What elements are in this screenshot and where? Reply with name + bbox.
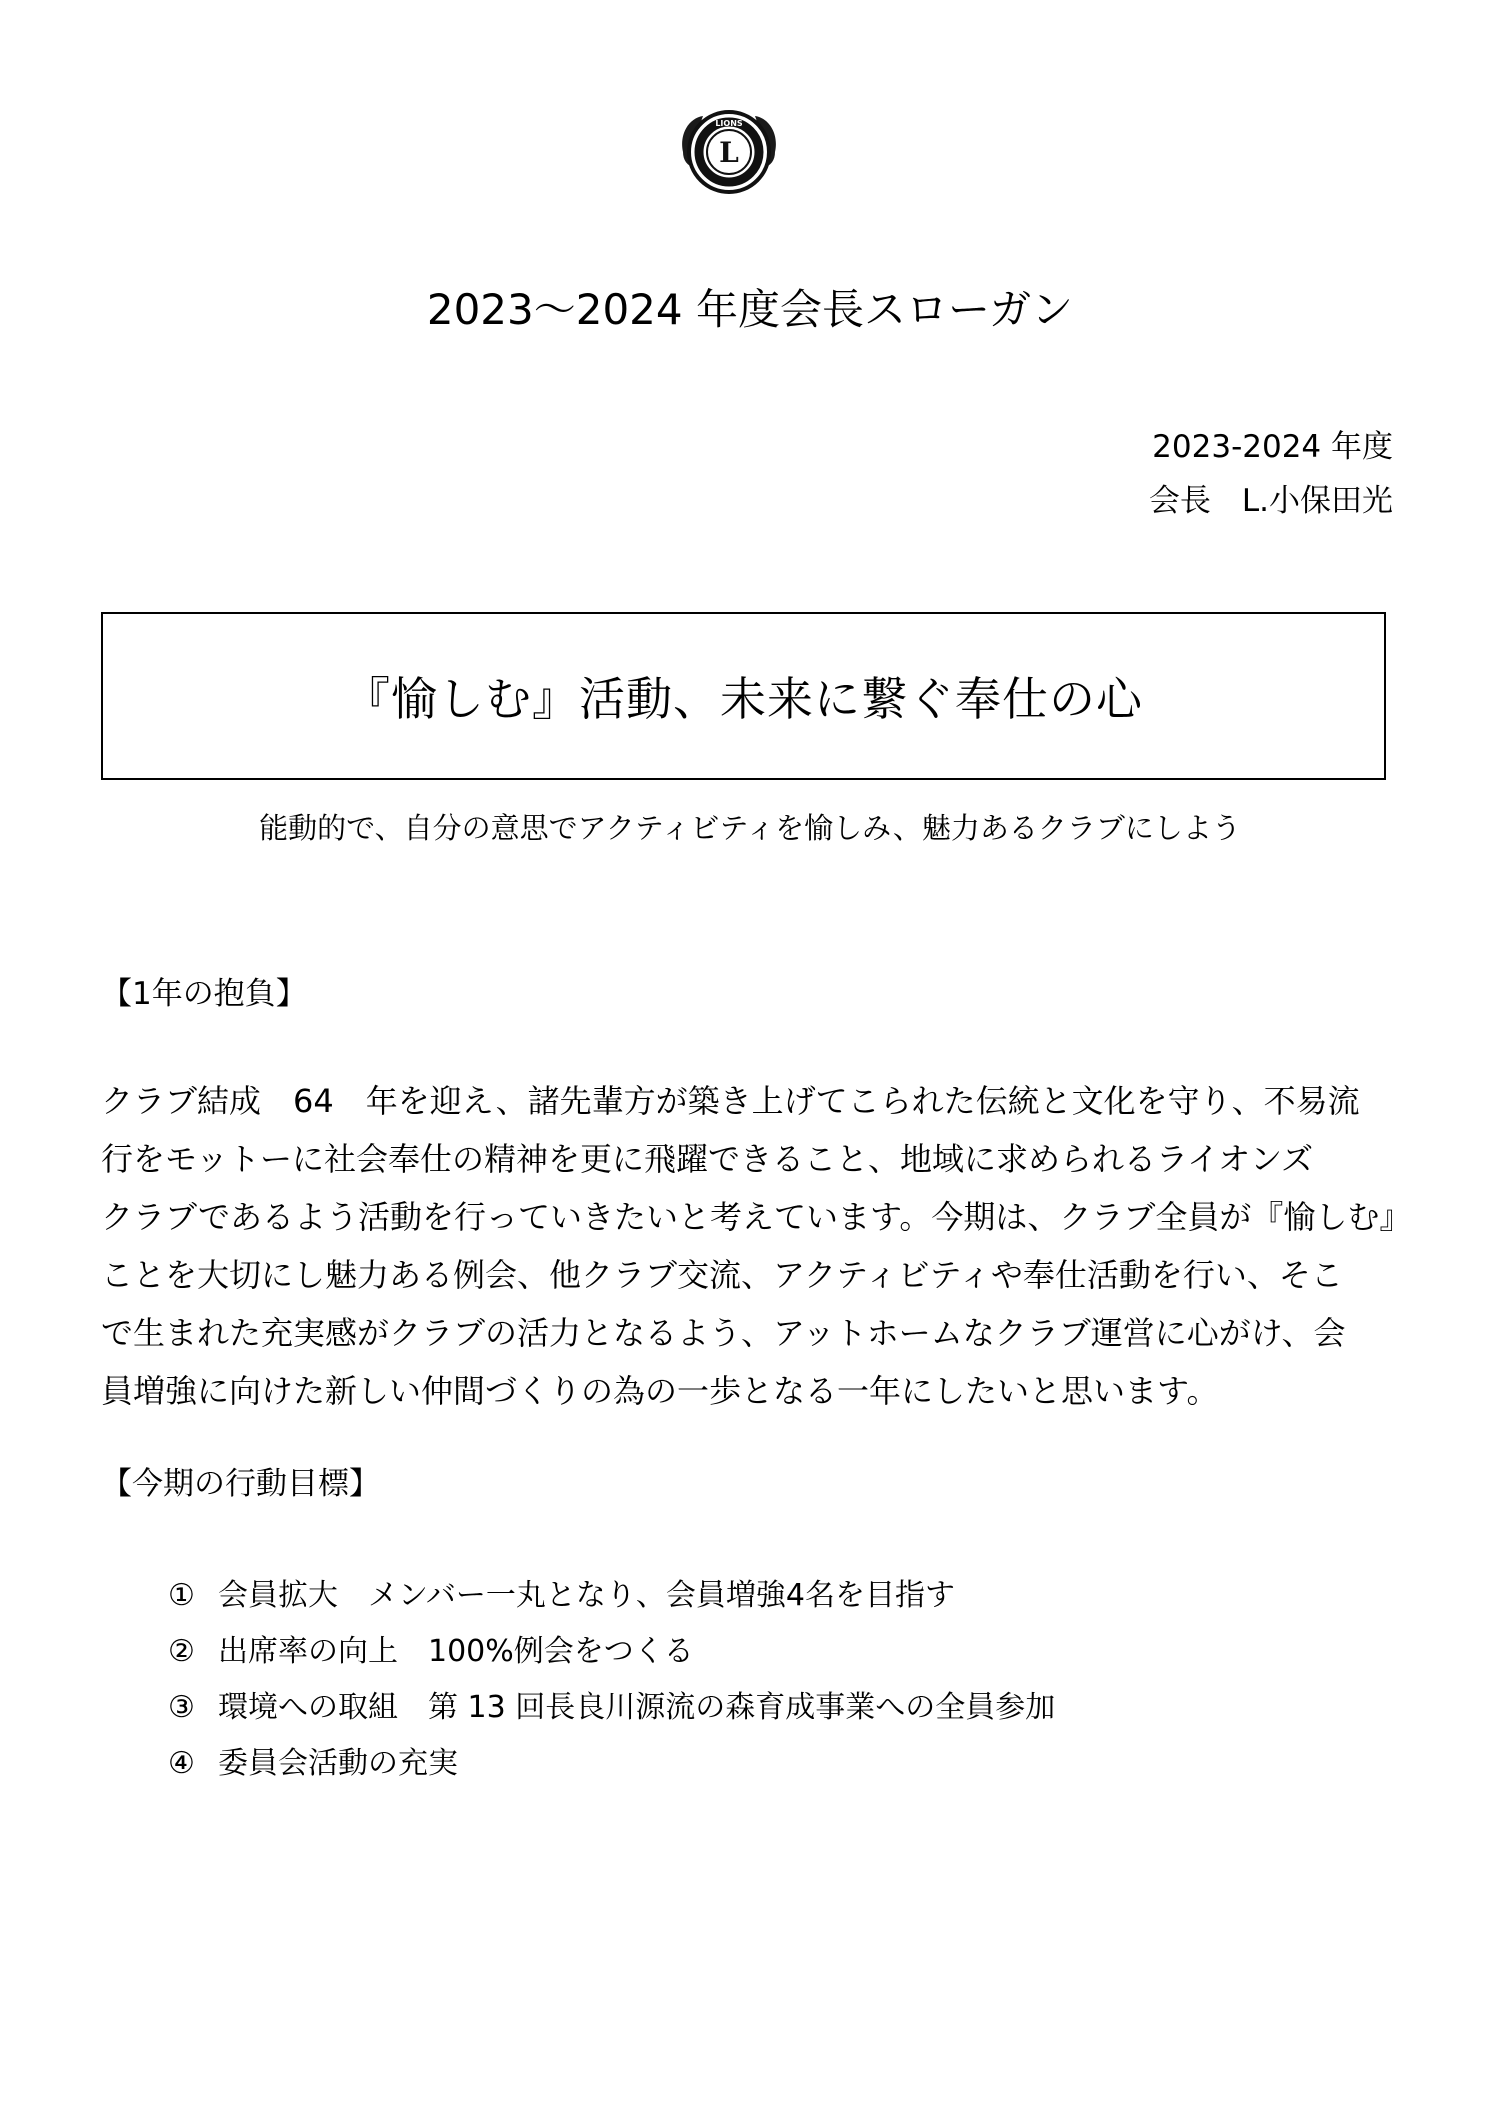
paragraph-line: 行をモットーに社会奉仕の精神を更に飛躍できること、地域に求められるライオンズ: [101, 1140, 1314, 1178]
paragraph-line: クラブであるよう活動を行っていきたいと考えています。今期は、クラブ全員が『愉しむ』: [101, 1198, 1412, 1236]
goals-list: [168, 1568, 1055, 1792]
goal-item: [168, 1680, 1055, 1736]
goals-heading: 【今期の行動目標】: [101, 1466, 380, 1502]
slogan-text: 『愉しむ』活動、未来に繋ぐ奉仕の心: [344, 672, 1143, 726]
attribution-block: [1149, 420, 1393, 528]
goal-text: 会員拡大 メンバー一丸となり、会員増強4名を目指す: [218, 1578, 955, 1613]
term-label: 2023-2024 年度: [1152, 429, 1393, 465]
slogan-subtitle: 能動的で、自分の意思でアクティビティを愉しみ、魅力あるクラブにしよう: [259, 811, 1241, 845]
slogan-box: [101, 612, 1386, 780]
president-name: 会長 L.小保田光: [1148, 483, 1393, 519]
paragraph-line: クラブ結成 64 年を迎え、諸先輩方が築き上げてこられた伝統と文化を守り、不易流: [101, 1082, 1360, 1120]
goal-item: [168, 1568, 1055, 1624]
goal-text: 環境への取組 第 13 回長良川源流の森育成事業への全員参加: [218, 1690, 1056, 1725]
paragraph-line: 員増強に向けた新しい仲間づくりの為の一歩となる一年にしたいと思います。: [101, 1372, 1219, 1410]
goal-text: 委員会活動の充実: [218, 1746, 458, 1781]
goal-number: ②: [168, 1634, 195, 1669]
goal-item: [168, 1624, 1055, 1680]
goal-number: ③: [168, 1690, 195, 1725]
paragraph-line: で生まれた充実感がクラブの活力となるよう、アットホームなクラブ運営に心がけ、会: [101, 1314, 1346, 1352]
logo-wordmark: LIONS: [715, 119, 743, 128]
goal-text: 出席率の向上 100%例会をつくる: [218, 1634, 694, 1669]
document-title: 2023〜2024 年度会長スローガン: [426, 285, 1074, 334]
resolution-paragraph: [101, 1072, 1412, 1420]
goal-number: ①: [168, 1578, 195, 1613]
goal-number: ④: [168, 1746, 195, 1781]
logo-letter: L: [719, 136, 739, 169]
paragraph-line: ことを大切にし魅力ある例会、他クラブ交流、アクティビティや奉仕活動を行い、そこ: [101, 1256, 1343, 1294]
lions-clubs-emblem-icon: [673, 96, 785, 208]
goal-item: [168, 1736, 1055, 1792]
resolution-heading: 【1年の抱負】: [101, 976, 307, 1012]
